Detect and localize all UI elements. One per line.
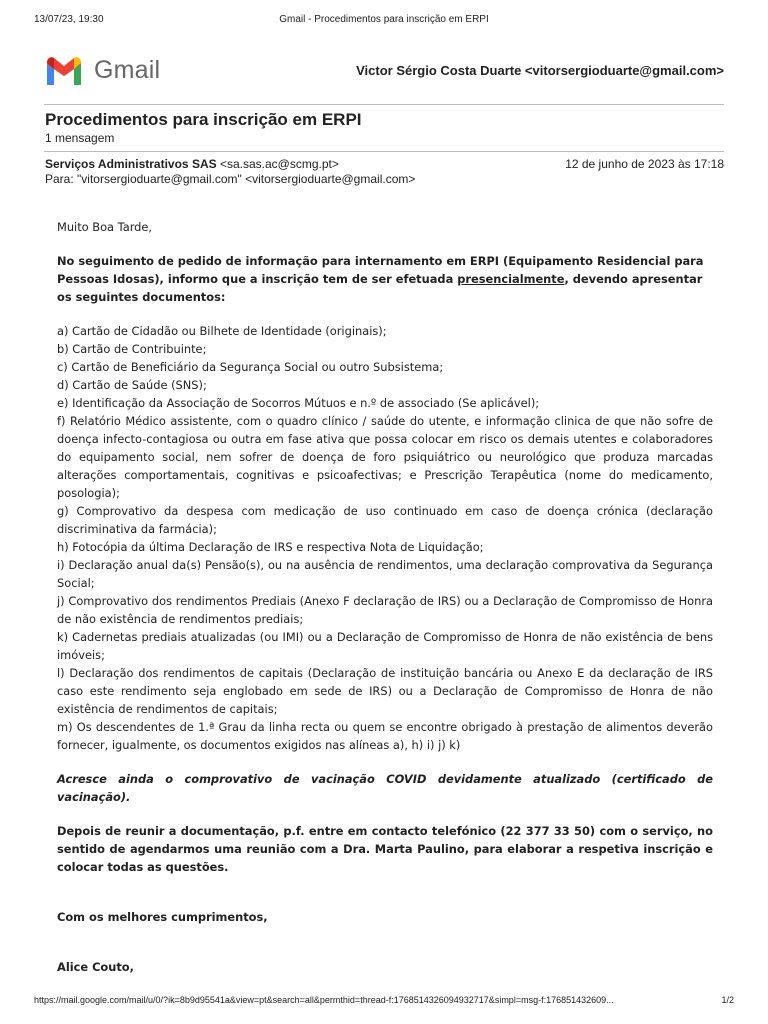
list-item: a) Cartão de Cidadão ou Bilhete de Identidade (originais);	[57, 324, 387, 338]
list-item: e) Identificação da Associação de Socorros Mútuos e n.º de associado (Se aplicável);	[57, 396, 540, 410]
message-date: 12 de junho de 2023 às 17:18	[565, 157, 724, 171]
covid-note: Acresce ainda o comprovativo de vacinação COVID devidamente atualizado (certificado de vacinação).	[57, 772, 713, 804]
list-item: g) Comprovativo da despesa com medicação de uso continuado em caso de doença crónica (declaração discriminativa da farmácia);	[57, 504, 713, 536]
list-item: i) Declaração anual da(s) Pensão(s), ou na ausência de rendimentos, uma declaração comprovativa da Segurança Social;	[57, 558, 713, 590]
divider	[44, 151, 724, 152]
list-item: d) Cartão de Saúde (SNS);	[57, 378, 207, 392]
list-item: c) Cartão de Beneficiário da Segurança Social ou outro Subsistema;	[57, 360, 444, 374]
list-item: m) Os descendentes de 1.ª Grau da linha recta ou quem se encontre obrigado à prestação de alimentos deverão fornecer, igualmente, os documentos exigidos nas alíneas a), h) i) j) k)	[57, 720, 713, 752]
intro-text: No seguimento de pedido de informação para internamento em ERPI (Equipamento Residencial para Pessoas Idosas), informo que a inscrição tem de ser efetuada	[57, 254, 704, 286]
list-item: b) Cartão de Contribuinte;	[57, 342, 207, 356]
intro-text-end: , devendo apresentar os seguintes documentos:	[57, 272, 703, 304]
contact-note: Depois de reunir a documentação, p.f. entre em contacto telefónico (22 377 33 50) com o serviço, no sentido de agendarmos uma reunião com a Dra. Marta Paulino, para elaborar a respetiva inscrição e colocar todas as questões.	[57, 824, 713, 874]
print-title: Gmail - Procedimentos para inscrição em ERPI	[279, 14, 489, 25]
message-count: 1 mensagem	[45, 131, 115, 145]
intro-paragraph	[57, 252, 713, 306]
sender	[45, 157, 339, 171]
print-footer-url: https://mail.google.com/mail/u/0/?ik=8b9d95541a&view=pt&search=all&permthid=thread-f:1768514326094932717&simpl=msg-f:176851432609...	[34, 995, 614, 1005]
print-header	[34, 14, 734, 28]
gmail-logo[interactable]	[44, 55, 160, 85]
list-item: k) Cadernetas prediais atualizadas (ou IMI) ou a Declaração de Compromisso de Honra de não existência de bens imóveis;	[57, 630, 713, 662]
list-item: l) Declaração dos rendimentos de capitais (Declaração de instituição bancária ou Anexo E da declaração de IRS caso este rendimento seja englobado em sede de IRS) ou a Declaração de Compromisso de Honra de não existência de rendimentos de capitais;	[57, 666, 713, 716]
list-item: f) Relatório Médico assistente, com o quadro clínico / saúde do utente, e informação clinica de que não sofre de doença infecto-contagiosa ou outra em fase ativa que possa colocar em risco os demais utentes e colaboradores do equipamento social, nem sofrer de doença de foro psiquiátrico ou neurológico que produza marcadas alterações comportamentais, cognitivas e psicoafectivas; e Prescrição Terapêutica (nome do medicamento, posologia);	[57, 414, 713, 500]
thread-subject: Procedimentos para inscrição em ERPI	[45, 110, 362, 129]
account-name: Victor Sérgio Costa Duarte <vitorsergioduarte@gmail.com>	[356, 63, 724, 78]
gmail-m-icon	[44, 55, 84, 85]
recipient-line: Para: "vitorsergioduarte@gmail.com" <vitorsergioduarte@gmail.com>	[45, 172, 416, 186]
print-page-number: 1/2	[721, 995, 734, 1005]
intro-underlined: presencialmente	[457, 272, 565, 286]
list-item: j) Comprovativo dos rendimentos Prediais (Anexo F declaração de IRS) ou a Declaração de Compromisso de Honra de não existência de rendimentos prediais;	[57, 594, 713, 626]
signature: Alice Couto,	[57, 960, 134, 974]
greeting: Muito Boa Tarde,	[57, 220, 153, 234]
documents-list	[57, 322, 713, 754]
print-date: 13/07/23, 19:30	[34, 14, 104, 25]
divider	[44, 104, 724, 105]
gmail-wordmark: Gmail	[94, 55, 161, 84]
sender-email: <sa.sas.ac@scmg.pt>	[219, 157, 339, 171]
sender-name: Serviços Administrativos SAS	[45, 157, 217, 171]
list-item: h) Fotocópia da última Declaração de IRS e respectiva Nota de Liquidação;	[57, 540, 484, 554]
closing: Com os melhores cumprimentos,	[57, 910, 268, 924]
message-body	[57, 218, 713, 976]
